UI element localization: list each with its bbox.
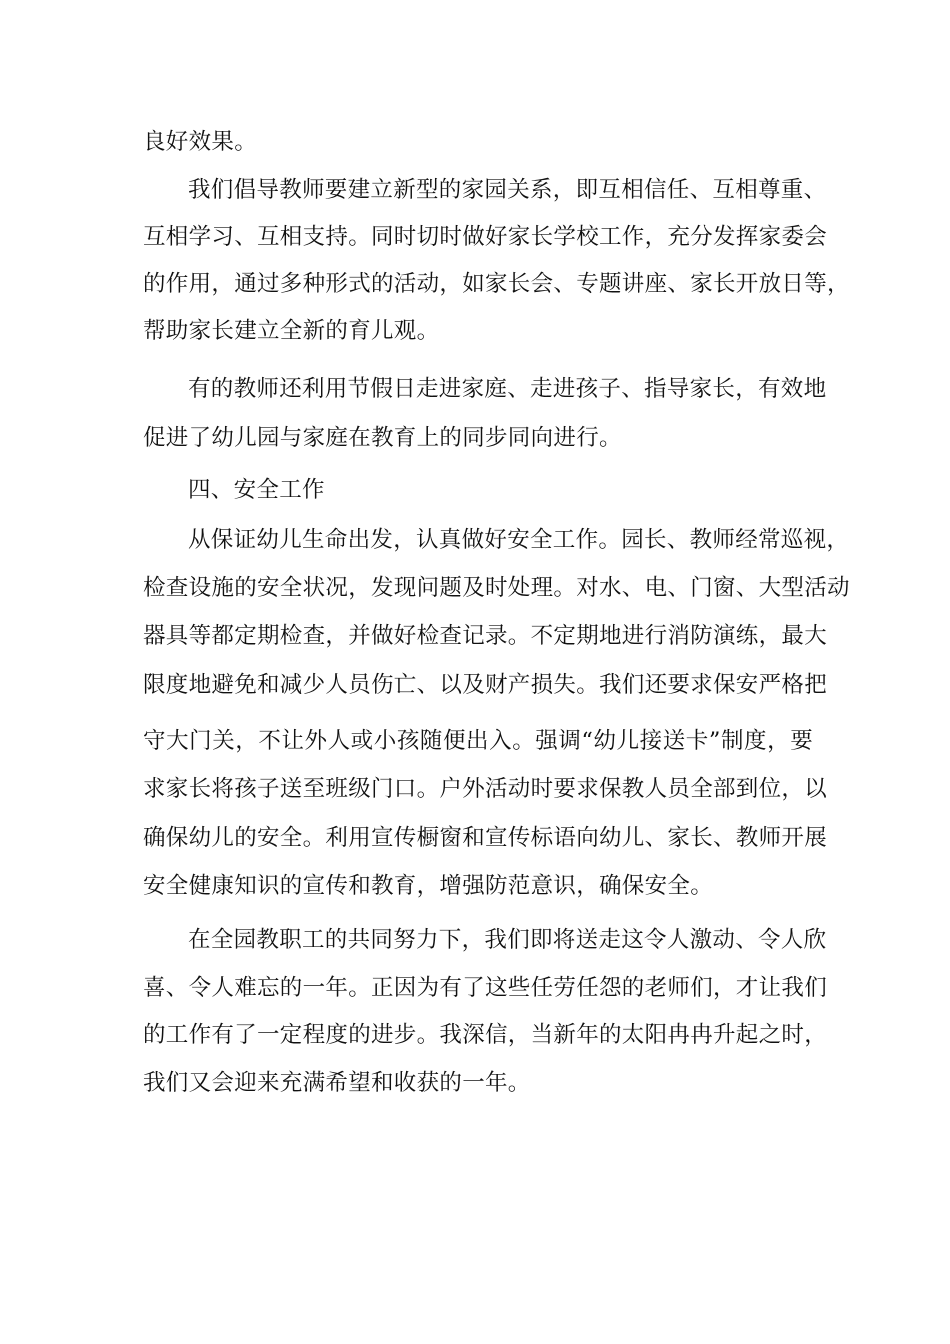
text-line: 守大门关，不让外人或小孩随便出入。强调“幼儿接送卡”制度，要 (143, 728, 813, 754)
text-line: 良好效果。 (143, 129, 258, 155)
text-line: 互相学习、互相支持。同时切时做好家长学校工作，充分发挥家委会 (143, 224, 828, 250)
text-line: 的工作有了一定程度的进步。我深信，当新年的太阳冉冉升起之时， (143, 1022, 828, 1048)
text-line: 器具等都定期检查，并做好检查记录。不定期地进行消防演练，最大 (143, 623, 828, 649)
text-line: 在全园教职工的共同努力下，我们即将送走这令人激动、令人欣 (188, 927, 827, 953)
text-line: 检查设施的安全状况，发现问题及时处理。对水、电、门窗、大型活动 (143, 575, 850, 601)
text-line: 我们倡导教师要建立新型的家园关系，即互相信任、互相尊重、 (188, 177, 827, 203)
text-line: 喜、令人难忘的一年。正因为有了这些任劳任怨的老师们，才让我们 (143, 975, 828, 1001)
section-heading: 四、安全工作 (188, 477, 325, 503)
text-line: 促进了幼儿园与家庭在教育上的同步同向进行。 (143, 425, 622, 451)
text-line: 从保证幼儿生命出发，认真做好安全工作。园长、教师经常巡视， (188, 527, 850, 553)
text-line: 我们又会迎来充满希望和收获的一年。 (143, 1070, 531, 1096)
text-line: 确保幼儿的安全。利用宣传橱窗和宣传标语向幼儿、家长、教师开展 (143, 825, 828, 851)
text-line: 的作用，通过多种形式的活动，如家长会、专题讲座、家长开放日等， (143, 271, 850, 297)
text-line: 限度地避免和减少人员伤亡、以及财产损失。我们还要求保安严格把 (143, 672, 828, 698)
text-line: 有的教师还利用节假日走进家庭、走进孩子、指导家长，有效地 (188, 376, 827, 402)
text-line: 安全健康知识的宣传和教育，增强防范意识，确保安全。 (143, 873, 714, 899)
text-line: 帮助家长建立全新的育儿观。 (143, 318, 440, 344)
text-line: 求家长将孩子送至班级门口。户外活动时要求保教人员全部到位，以 (143, 776, 828, 802)
